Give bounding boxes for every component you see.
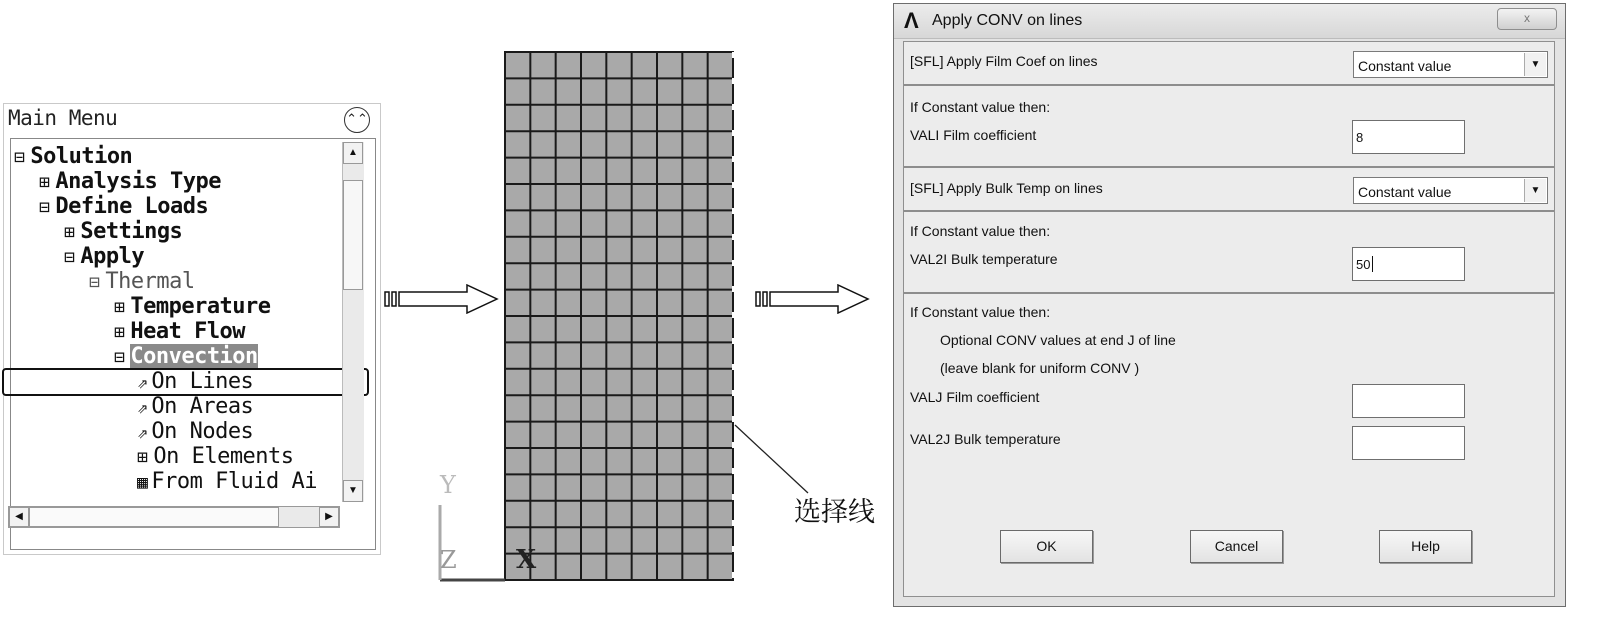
collapse-box-icon: ⊟ <box>39 197 50 218</box>
tree-item-heat-flow[interactable]: ⊞ Heat Flow <box>114 319 246 344</box>
vali-section <box>904 86 1554 168</box>
tree-item-apply[interactable]: ⊟ Apply <box>64 244 145 269</box>
collapse-box-icon: ⊟ <box>114 347 125 368</box>
expand-box-icon: ⊞ <box>64 222 75 243</box>
collapse-icon[interactable]: ⌃⌃ <box>344 107 370 133</box>
pick-arrow-icon: ⇗ <box>137 397 148 418</box>
tree-item-thermal[interactable]: ⊟ Thermal <box>89 269 195 294</box>
chevron-down-icon[interactable]: ▼ <box>1524 179 1546 202</box>
apply-conv-dialog <box>893 3 1566 607</box>
scroll-thumb[interactable] <box>29 507 279 527</box>
film-coef-label: [SFL] Apply Film Coef on lines <box>910 53 1098 69</box>
highlight-box <box>2 368 369 396</box>
ansys-logo-icon: Λ <box>904 8 919 33</box>
axis-y-label: Y <box>440 471 456 499</box>
expand-box-icon: ⊞ <box>39 172 50 193</box>
expand-box-icon: ⊞ <box>114 322 125 343</box>
val2i-section <box>904 212 1554 294</box>
end-j-note: (leave blank for uniform CONV ) <box>940 360 1140 376</box>
valj-label: VALJ Film coefficient <box>910 389 1040 405</box>
collapse-box-icon: ⊟ <box>14 147 25 168</box>
expand-box-icon: ⊞ <box>137 447 148 468</box>
tree-item-settings[interactable]: ⊞ Settings <box>64 219 183 244</box>
scroll-thumb[interactable] <box>343 180 363 290</box>
tree-item-on-areas[interactable]: ⇗ On Areas <box>137 394 254 419</box>
ok-button[interactable]: OK <box>1000 530 1093 563</box>
bulk-temp-dropdown[interactable]: Constant value ▼ <box>1353 177 1548 204</box>
text-caret <box>1372 256 1373 272</box>
film-coef-dropdown[interactable]: Constant value ▼ <box>1353 51 1548 78</box>
horizontal-scrollbar[interactable] <box>8 506 340 528</box>
val2i-input[interactable]: 50 <box>1352 247 1465 281</box>
dialog-title: Apply CONV on lines <box>932 12 1083 29</box>
vertical-scrollbar[interactable] <box>342 142 364 502</box>
expand-box-icon: ⊞ <box>114 297 125 318</box>
callout-line <box>735 425 808 493</box>
pick-arrow-icon: ⇗ <box>137 372 148 393</box>
tree-item-temperature[interactable]: ⊞ Temperature <box>114 294 271 319</box>
dialog-body <box>903 41 1555 597</box>
axis-x-label: X <box>516 545 537 575</box>
end-j-section <box>904 294 1554 594</box>
val2j-input[interactable] <box>1352 426 1465 460</box>
film-coef-section <box>904 42 1554 86</box>
valj-input[interactable] <box>1352 384 1465 418</box>
scroll-left-icon[interactable]: ◀ <box>9 507 29 527</box>
callout-label: 选择线 <box>794 497 875 528</box>
main-menu-panel <box>3 103 381 555</box>
table-icon: ▦ <box>137 472 148 493</box>
vali-input[interactable]: 8 <box>1352 120 1465 154</box>
help-button[interactable]: Help <box>1379 530 1472 563</box>
tree-item-convection[interactable]: ⊟ Convection <box>114 344 258 369</box>
scroll-down-icon[interactable]: ▼ <box>343 480 363 502</box>
cancel-button[interactable]: Cancel <box>1190 530 1283 563</box>
bulk-temp-label: [SFL] Apply Bulk Temp on lines <box>910 180 1103 196</box>
chevron-down-icon[interactable]: ▼ <box>1524 53 1546 76</box>
tree-item-define-loads[interactable]: ⊟ Define Loads <box>39 194 209 219</box>
close-button[interactable]: x <box>1497 8 1557 30</box>
tree-item-on-nodes[interactable]: ⇗ On Nodes <box>137 419 254 444</box>
dialog-titlebar[interactable] <box>894 4 1565 39</box>
tree-item-analysis-type[interactable]: ⊞ Analysis Type <box>39 169 222 194</box>
val2j-label: VAL2J Bulk temperature <box>910 431 1061 447</box>
vali-label: VALI Film coefficient <box>910 127 1037 143</box>
bulk-temp-section <box>904 168 1554 212</box>
if-constant-label: If Constant value then: <box>910 304 1051 320</box>
collapse-box-icon: ⊟ <box>89 272 100 293</box>
tree-item-on-elements[interactable]: ⊞ On Elements <box>137 444 294 469</box>
axis-z-label: Z <box>440 546 457 574</box>
if-constant-label: If Constant value then: <box>910 99 1051 115</box>
main-menu-title: Main Menu <box>8 106 118 130</box>
val2i-label: VAL2I Bulk temperature <box>910 251 1058 267</box>
mesh-grid <box>505 52 733 580</box>
tree-item-from-fluid[interactable]: ▦ From Fluid Ai <box>137 469 318 494</box>
scroll-right-icon[interactable]: ▶ <box>319 507 339 527</box>
if-constant-label: If Constant value then: <box>910 223 1051 239</box>
collapse-box-icon: ⊟ <box>64 247 75 268</box>
tree-item-solution[interactable]: ⊟ Solution <box>14 144 133 169</box>
pick-arrow-icon: ⇗ <box>137 422 148 443</box>
end-j-note: Optional CONV values at end J of line <box>940 332 1176 348</box>
scroll-up-icon[interactable]: ▲ <box>343 142 363 164</box>
tree-item-on-lines[interactable]: ⇗ On Lines <box>137 369 254 394</box>
